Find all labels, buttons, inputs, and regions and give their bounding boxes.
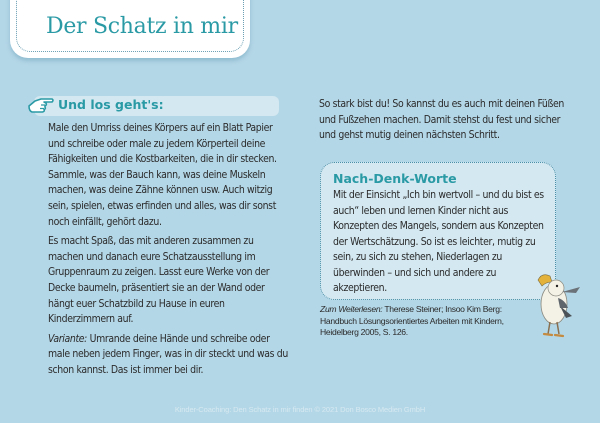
- info-box-title: Nach-Denk-Worte: [333, 171, 457, 186]
- left-column: [48, 121, 288, 383]
- title-card: [10, 0, 250, 58]
- continuation-paragraph: So stark bist du! So kannst du es auch mit deinen Füßen und Fußzehen machen. Damit stehst du fest und sicher und gehst mutig deinen nächsten Schritt.: [319, 98, 565, 142]
- seagull-illustration-icon: [532, 270, 582, 342]
- instruction-paragraph-2: Es macht Spaß, das mit anderen zusammen zu machen und danach eure Schatzausstellung im Gruppenraum zu zeigen. Lasst eure Werke von der Decke baumeln, präsentiert sie an der Wand oder hängt euer Schatzbild zu Hause in euren Kinderzimmern auf.: [48, 235, 270, 326]
- further-reading-label: Zum Weiterlesen:: [320, 304, 383, 314]
- right-column: [319, 97, 579, 148]
- section-heading: Und los geht's:: [58, 97, 164, 112]
- footer-copyright: Kinder-Coaching: Den Schatz in mir finden © 2021 Don Bosco Medien GmbH: [174, 405, 426, 414]
- info-box-text: Mit der Einsicht „Ich bin wertvoll – und du bist es auch“ leben und lernen Kinder nicht aus Konzepten des Mangels, sondern aus Konzepten der Wertschätzung. So ist es leichter, mutig zu sein, zu sich zu stehen, Niederlagen zu überwinden – und sich und andere zu akzeptieren.: [333, 189, 544, 294]
- further-reading: [320, 304, 540, 339]
- pointing-hand-icon: [26, 94, 56, 116]
- info-box: [320, 162, 556, 300]
- variant-text: Umrande deine Hände und schreibe oder male neben jedem Finger, was in dir steckt und was du schon kannst. Das ist immer bei dir.: [48, 332, 288, 376]
- further-reading-text: Therese Steiner; Insoo Kim Berg: Handbuch Lösungsorientiertes Arbeiten mit Kindern, Heidelberg 2005, S. 126.: [320, 304, 504, 337]
- variant-paragraph: [48, 332, 288, 379]
- instruction-paragraph-1: Male den Umriss deines Körpers auf ein Blatt Papier und schreibe oder male zu jedem Körperteil deine Fähigkeiten und die Kostbarkeiten, die in dir stecken. Sammle, was der Bauch kann, was deine Muskeln machen, was deine Zähne können usw. Auch witzig sein, spielen, etwas erfinden und alles, was dir sonst noch einfällt, gehört dazu.: [48, 122, 277, 228]
- variant-label: Variante:: [48, 332, 87, 345]
- page-title: Der Schatz in mir: [46, 14, 238, 39]
